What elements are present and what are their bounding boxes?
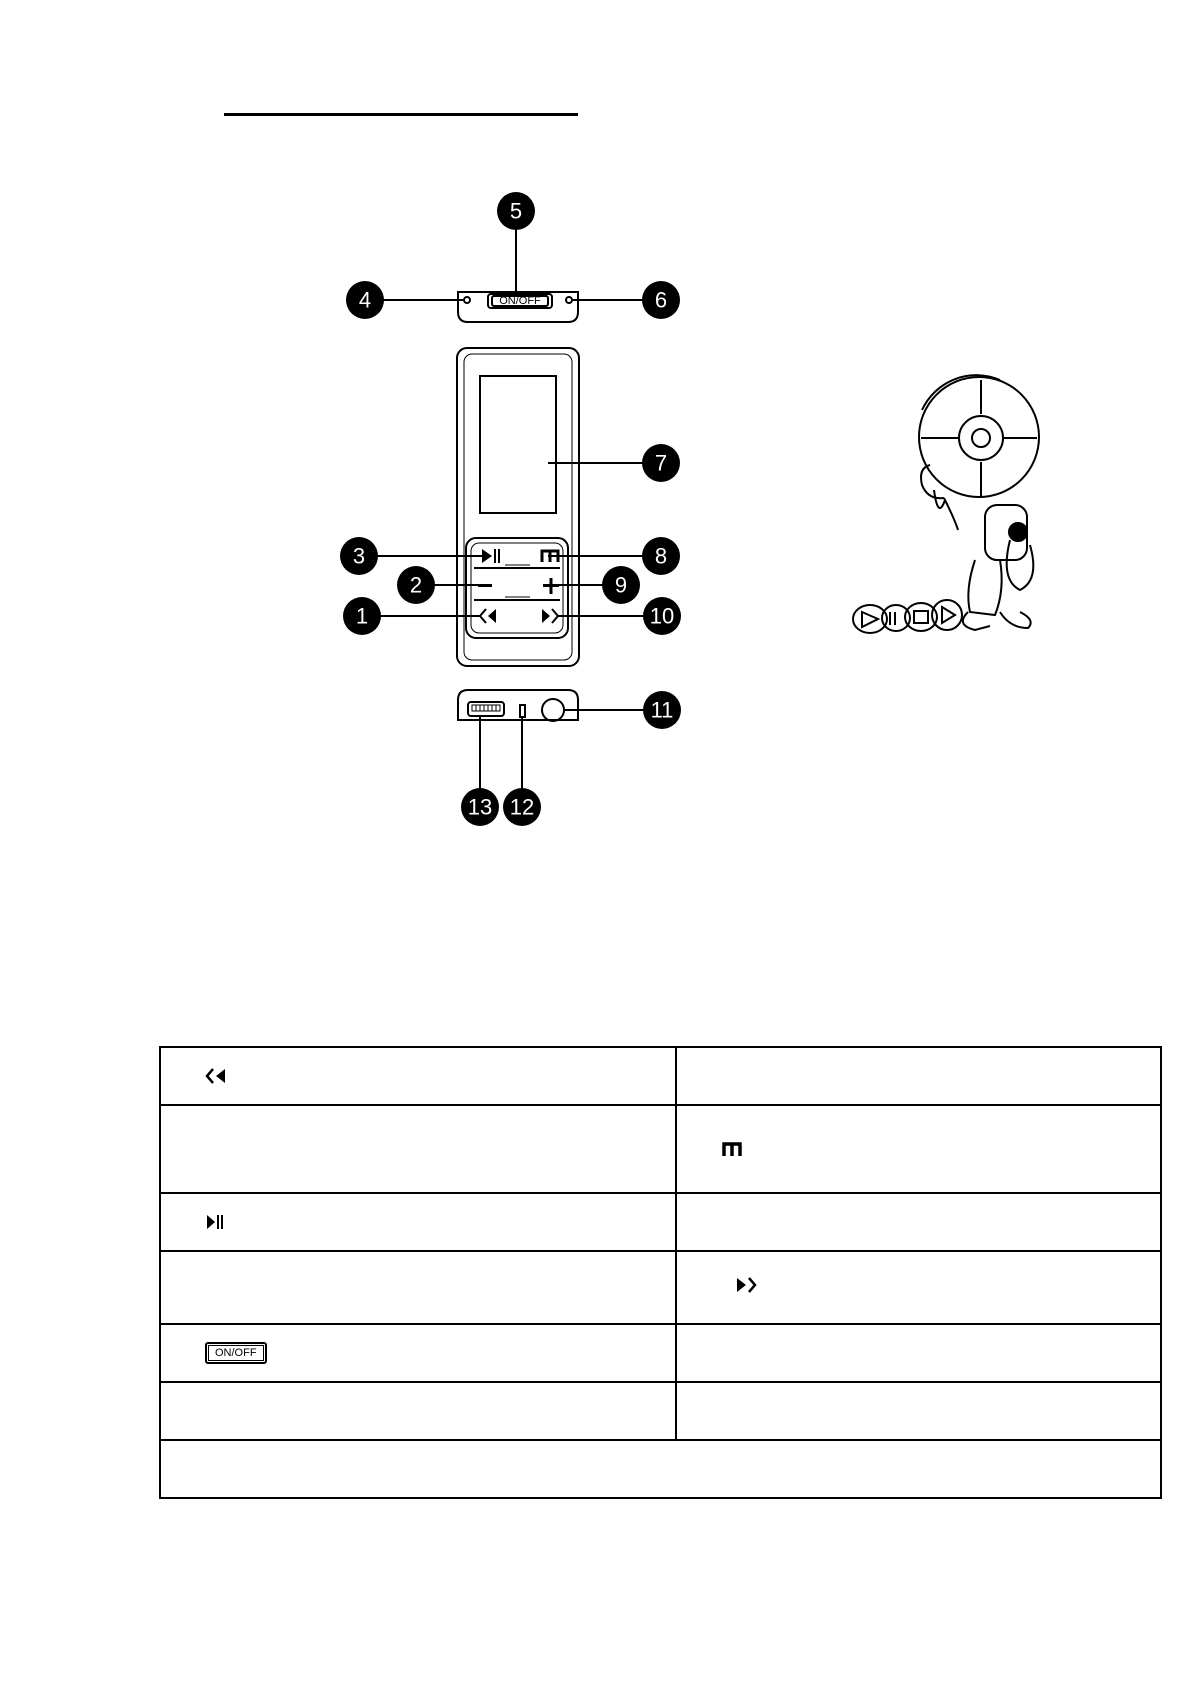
svg-text:3: 3	[352, 543, 366, 569]
device-button-glyphs	[478, 549, 559, 623]
callout-12	[503, 788, 541, 826]
device-front-view	[457, 348, 579, 666]
callout-2	[397, 566, 435, 604]
svg-text:5: 5	[509, 198, 523, 224]
callout-5	[497, 192, 535, 230]
callout-1	[343, 597, 381, 635]
table-cell	[160, 1440, 1161, 1498]
device-bottom-view	[458, 690, 578, 721]
svg-text:9: 9	[614, 572, 628, 598]
table-cell	[676, 1382, 1161, 1440]
callout-10	[643, 597, 681, 635]
table-row	[160, 1193, 1161, 1251]
table-cell	[160, 1382, 676, 1440]
on-off-switch-label: ON/OFF	[208, 1345, 264, 1361]
table-cell	[160, 1193, 676, 1251]
previous-icon	[205, 1067, 675, 1085]
svg-text:11: 11	[650, 697, 674, 723]
table-row	[160, 1251, 1161, 1324]
svg-text:13: 13	[467, 794, 493, 820]
table-cell	[160, 1047, 676, 1105]
table-row	[160, 1047, 1161, 1105]
svg-text:1: 1	[355, 603, 369, 629]
table-cell	[676, 1251, 1161, 1324]
play-pause-icon	[205, 1213, 675, 1231]
svg-text:8: 8	[654, 543, 668, 569]
callout-7	[642, 444, 680, 482]
table-row	[160, 1382, 1161, 1440]
callout-11	[643, 691, 681, 729]
table-row	[160, 1440, 1161, 1498]
button-reference-table	[159, 1046, 1162, 1499]
callout-6	[642, 281, 680, 319]
table-cell	[160, 1251, 676, 1324]
table-cell	[160, 1324, 676, 1382]
table-cell	[676, 1324, 1161, 1382]
svg-text:7: 7	[654, 450, 668, 476]
table-cell	[676, 1193, 1161, 1251]
callout-3	[340, 537, 378, 575]
on-off-switch-icon	[205, 1342, 267, 1364]
svg-text:12: 12	[509, 794, 535, 820]
callout-9	[602, 566, 640, 604]
table-cell	[160, 1105, 676, 1193]
on-off-switch-label: ON/OFF	[499, 295, 541, 307]
svg-text:6: 6	[654, 287, 668, 313]
svg-text:4: 4	[358, 287, 372, 313]
next-icon	[735, 1276, 757, 1294]
table-row	[160, 1105, 1161, 1193]
menu-icon	[721, 1141, 1160, 1157]
callout-markers	[340, 192, 681, 826]
svg-text:2: 2	[409, 572, 423, 598]
table-cell	[676, 1047, 1161, 1105]
callout-4	[346, 281, 384, 319]
svg-text:10: 10	[649, 603, 675, 629]
callout-13	[461, 788, 499, 826]
table-row	[160, 1324, 1161, 1382]
callout-8	[642, 537, 680, 575]
mascot-illustration	[853, 375, 1039, 633]
table-cell	[676, 1105, 1161, 1193]
